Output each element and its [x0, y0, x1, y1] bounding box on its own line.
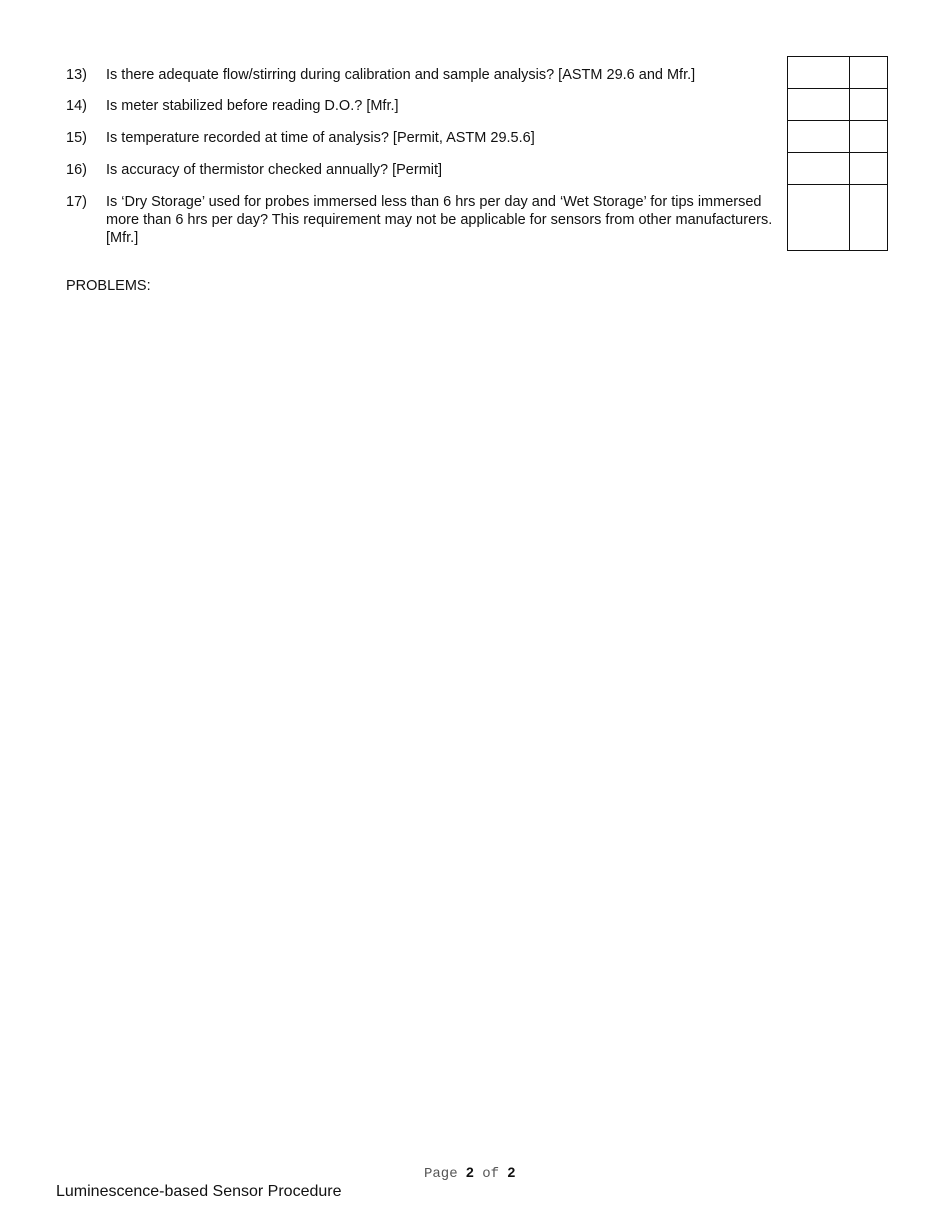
page-prefix: Page	[424, 1166, 458, 1182]
answer-cell-no[interactable]	[850, 153, 888, 185]
question-text: Is meter stabilized before reading D.O.? [Mfr.]	[106, 98, 399, 114]
answer-cell-no[interactable]	[850, 89, 888, 121]
answer-cell-yes[interactable]	[788, 153, 850, 185]
footer-title: Luminescence-based Sensor Procedure	[56, 1183, 342, 1200]
answer-row	[788, 89, 888, 121]
page-number	[424, 1164, 515, 1182]
question-text: Is accuracy of thermistor checked annually? [Permit]	[106, 162, 443, 178]
answer-cell-no[interactable]	[850, 185, 888, 251]
problems-label: PROBLEMS:	[66, 278, 151, 294]
answer-cell-no[interactable]	[850, 57, 888, 89]
answer-cell-yes[interactable]	[788, 57, 850, 89]
question-number: 16)	[66, 162, 87, 178]
question-number: 15)	[66, 130, 87, 146]
answer-row	[788, 153, 888, 185]
answer-row	[788, 57, 888, 89]
answer-cell-yes[interactable]	[788, 185, 850, 251]
question-number: 17)	[66, 194, 87, 210]
answer-grid	[787, 56, 888, 251]
question-text: Is ‘Dry Storage’ used for probes immersed less than 6 hrs per day and ‘Wet Storage’ for tips immersed more than 6 hrs per day? This requirement may not be applicable for sensors from other manufacturers. [Mfr.]	[106, 194, 773, 246]
question-text: Is temperature recorded at time of analysis? [Permit, ASTM 29.5.6]	[106, 130, 535, 146]
question-number: 13)	[66, 67, 87, 83]
page-of: of	[482, 1166, 500, 1182]
answer-cell-yes[interactable]	[788, 121, 850, 153]
question-text: Is there adequate flow/stirring during calibration and sample analysis? [ASTM 29.6 and Mfr.]	[106, 67, 696, 83]
answer-row	[788, 185, 888, 251]
answer-row	[788, 121, 888, 153]
answer-cell-no[interactable]	[850, 121, 888, 153]
page-current: 2	[466, 1164, 474, 1180]
answer-cell-yes[interactable]	[788, 89, 850, 121]
page-total: 2	[507, 1164, 516, 1180]
question-number: 14)	[66, 98, 87, 114]
